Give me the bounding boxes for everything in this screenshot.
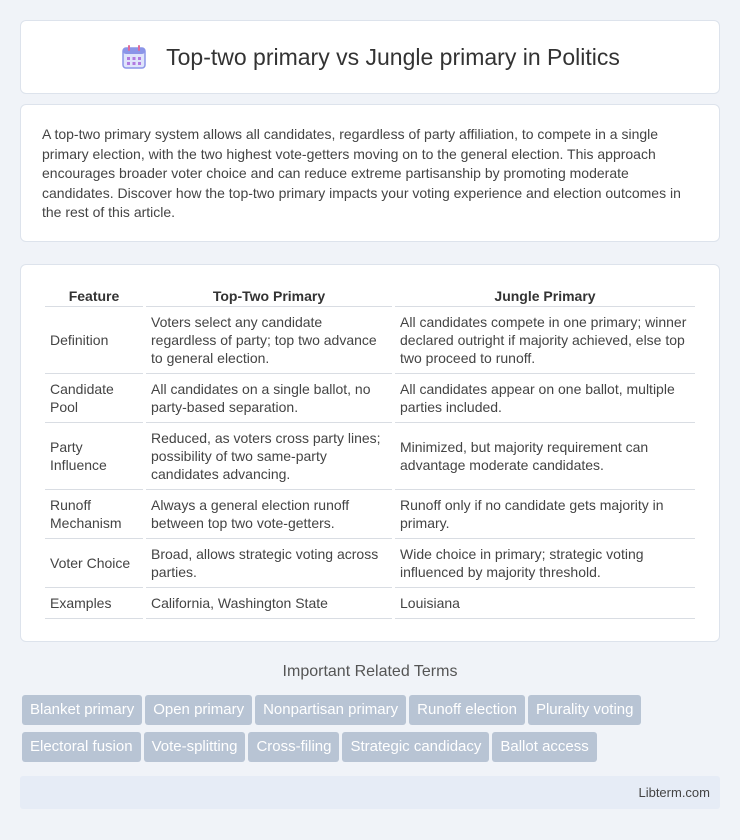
table-header-row xyxy=(45,285,695,307)
table-row xyxy=(45,374,695,423)
row-jungle: All candidates appear on one ballot, multiple parties included. xyxy=(395,374,695,423)
page-title: Top-two primary vs Jungle primary in Politics xyxy=(166,43,620,70)
row-top-two: Always a general election runoff between top two vote-getters. xyxy=(146,490,392,539)
related-terms xyxy=(22,695,722,769)
row-jungle: Louisiana xyxy=(395,588,695,619)
term-tag[interactable]: Nonpartisan primary xyxy=(255,695,406,725)
table-row xyxy=(45,539,695,588)
row-jungle: Minimized, but majority requirement can advantage moderate candidates. xyxy=(395,423,695,490)
table-row xyxy=(45,307,695,374)
header-feature: Feature xyxy=(45,285,143,307)
row-top-two: Broad, allows strategic voting across parties. xyxy=(146,539,392,588)
term-tag[interactable]: Strategic candidacy xyxy=(342,732,489,762)
comparison-table xyxy=(42,285,698,619)
row-top-two: Voters select any candidate regardless of party; top two advance to general election. xyxy=(146,307,392,374)
row-jungle: Runoff only if no candidate gets majority in primary. xyxy=(395,490,695,539)
footer xyxy=(20,776,720,809)
term-tag[interactable]: Runoff election xyxy=(409,695,525,725)
row-jungle: Wide choice in primary; strategic voting influenced by majority threshold. xyxy=(395,539,695,588)
row-feature: Definition xyxy=(45,307,143,374)
row-feature: Voter Choice xyxy=(45,539,143,588)
title-card xyxy=(20,20,720,94)
comparison-card xyxy=(20,264,720,642)
calendar-icon xyxy=(120,43,148,71)
footer-link[interactable]: Libterm.com xyxy=(638,785,710,800)
row-feature: Examples xyxy=(45,588,143,619)
related-terms-title: Important Related Terms xyxy=(282,663,458,680)
table-row xyxy=(45,490,695,539)
intro-card xyxy=(20,104,720,242)
term-tag[interactable]: Plurality voting xyxy=(528,695,642,725)
table-row xyxy=(45,588,695,619)
table-row xyxy=(45,423,695,490)
term-tag[interactable]: Ballot access xyxy=(492,732,596,762)
row-top-two: Reduced, as voters cross party lines; possibility of two same-party candidates advancing. xyxy=(146,423,392,490)
row-feature: Party Influence xyxy=(45,423,143,490)
row-jungle: All candidates compete in one primary; winner declared outright if majority achieved, else top two proceed to runoff. xyxy=(395,307,695,374)
term-tag[interactable]: Open primary xyxy=(145,695,252,725)
header-top-two: Top-Two Primary xyxy=(146,285,392,307)
intro-text: A top-two primary system allows all candidates, regardless of party affiliation, to compete in a single primary election, with the two highest vote-getters moving on to the general election. This approach encourages broader voter choice and can reduce extreme partisanship by promoting moderate candidates. Discover how the top-two primary impacts your voting experience and election outcomes in the rest of this article. xyxy=(42,126,681,220)
row-top-two: California, Washington State xyxy=(146,588,392,619)
term-tag[interactable]: Vote-splitting xyxy=(144,732,246,762)
header-jungle: Jungle Primary xyxy=(395,285,695,307)
term-tag[interactable]: Electoral fusion xyxy=(22,732,141,762)
term-tag[interactable]: Cross-filing xyxy=(248,732,339,762)
row-feature: Candidate Pool xyxy=(45,374,143,423)
row-feature: Runoff Mechanism xyxy=(45,490,143,539)
term-tag[interactable]: Blanket primary xyxy=(22,695,142,725)
row-top-two: All candidates on a single ballot, no party-based separation. xyxy=(146,374,392,423)
